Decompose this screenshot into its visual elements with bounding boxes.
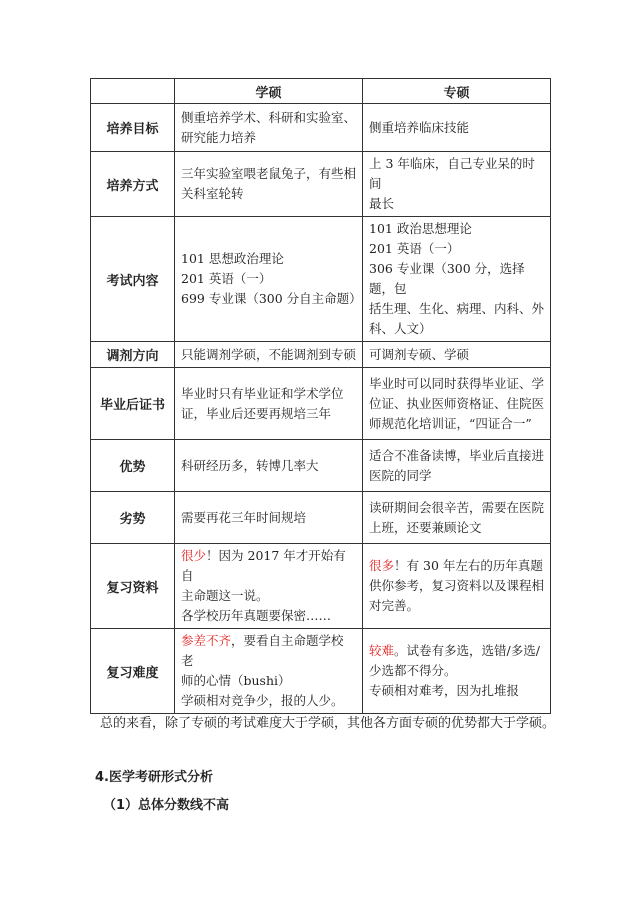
highlight-text: 很少 <box>181 548 207 563</box>
xueshuo-cell <box>175 152 363 217</box>
row-label: 毕业后证书 <box>91 368 175 440</box>
cell-line: 各学校历年真题要保密…… <box>181 608 332 623</box>
row-label: 复习资料 <box>91 544 175 629</box>
zhuanshuo-cell <box>363 104 551 152</box>
cell-line: 读研期间会很辛苦，需要在医院 <box>369 499 545 515</box>
cell-line: 毕业时可以同时获得毕业证、学 <box>369 375 545 391</box>
xueshuo-cell <box>175 544 363 629</box>
table-row <box>91 544 551 629</box>
table-row <box>91 104 551 152</box>
cell-line: 位证、执业医师资格证、住院医 <box>369 395 545 411</box>
cell-line: 括生理、生化、病理、内科、外 <box>369 301 545 316</box>
cell-line: 专硕相对难考，因为扎堆报 <box>369 683 520 698</box>
section-heading: 4.医学考研形式分析 <box>95 770 213 785</box>
line-text: 。试卷有多选，选错/多选/ <box>394 643 540 658</box>
row-label: 优势 <box>91 440 175 492</box>
cell-line: 适合不准备读博，毕业后直接进 <box>369 447 545 463</box>
cell-line <box>369 641 544 661</box>
highlight-text: 参差不齐 <box>181 633 232 648</box>
xueshuo-cell <box>175 217 363 342</box>
cell-line <box>181 546 356 586</box>
table-row <box>91 492 551 544</box>
cell-line: 上 3 年临床，自己专业呆的时间 <box>369 156 535 191</box>
row-label: 复习难度 <box>91 629 175 714</box>
cell-line: 306 专业课（300 分，选择题，包 <box>369 261 525 296</box>
cell-line: 需要再花三年时间规培 <box>181 509 307 525</box>
row-label: 劣势 <box>91 492 175 544</box>
cell-line: 师规范化培训证，“四证合一” <box>369 415 532 431</box>
xueshuo-cell <box>175 104 363 152</box>
zhuanshuo-cell <box>363 342 551 368</box>
header-zhuanshuo: 专硕 <box>363 79 551 104</box>
xueshuo-cell <box>175 492 363 544</box>
cell-line: 证，毕业后还要再规培三年 <box>181 405 332 421</box>
row-label: 考试内容 <box>91 217 175 342</box>
cell-line: 供你参考，复习资料以及课程相 <box>369 578 545 593</box>
cell-line: 研究能力培养 <box>181 129 257 145</box>
line-text: ！因为 2017 年才开始有自 <box>181 548 346 583</box>
cell-line: 对完善。 <box>369 598 420 613</box>
table-row <box>91 217 551 342</box>
cell-line: 医院的同学 <box>369 467 432 483</box>
cell-line: 学硕相对竞争少，报的人少。 <box>181 693 344 708</box>
cell-line: 201 英语（一） <box>369 241 460 256</box>
cell-line <box>181 631 356 671</box>
cell-line: 上班，还要兼顾论文 <box>369 519 482 535</box>
cell-line: 科、人文） <box>369 321 432 336</box>
highlight-text: 很多 <box>369 558 395 573</box>
cell-line: 少选都不得分。 <box>369 663 457 678</box>
zhuanshuo-cell <box>363 440 551 492</box>
section-subheading: （1）总体分数线不高 <box>103 798 230 813</box>
header-xueshuo: 学硕 <box>175 79 363 104</box>
cell-line: 主命题这一说。 <box>181 588 269 603</box>
cell-line: 侧重培养临床技能 <box>369 119 470 135</box>
table-row <box>91 342 551 368</box>
cell-line: 101 思想政治理论 <box>181 251 284 266</box>
cell-line: 只能调剂学硕，不能调剂到专硕 <box>181 346 357 362</box>
zhuanshuo-cell <box>363 492 551 544</box>
header-empty <box>91 79 175 104</box>
zhuanshuo-cell <box>363 544 551 629</box>
table-row <box>91 629 551 714</box>
cell-line <box>369 556 544 576</box>
line-text: ，要看自主命题学校老 <box>181 633 344 668</box>
zhuanshuo-cell <box>363 368 551 440</box>
cell-line: 师的心情（bushi） <box>181 673 291 688</box>
cell-line: 侧重培养学术、科研和实验室、 <box>181 109 357 125</box>
xueshuo-cell <box>175 368 363 440</box>
table-row <box>91 440 551 492</box>
cell-line: 可调剂专硕、学硕 <box>369 346 470 362</box>
zhuanshuo-cell <box>363 629 551 714</box>
cell-line: 201 英语（一） <box>181 271 272 286</box>
summary-text: 总的来看，除了专硕的考试难度大于学硕，其他各方面专硕的优势都大于学硕。 <box>100 716 556 731</box>
xueshuo-cell <box>175 440 363 492</box>
zhuanshuo-cell <box>363 217 551 342</box>
cell-line: 关科室轮转 <box>181 186 244 201</box>
xueshuo-cell <box>175 342 363 368</box>
zhuanshuo-cell <box>363 152 551 217</box>
cell-line: 699 专业课（300 分自主命题） <box>181 291 362 306</box>
cell-line: 最长 <box>369 196 395 211</box>
header-row <box>91 79 551 104</box>
xueshuo-cell <box>175 629 363 714</box>
comparison-table <box>90 78 551 714</box>
cell-line: 三年实验室喂老鼠兔子，有些相 <box>181 166 357 181</box>
row-label: 调剂方向 <box>91 342 175 368</box>
row-label: 培养目标 <box>91 104 175 152</box>
cell-line: 101 政治思想理论 <box>369 221 472 236</box>
line-text: ！有 30 年左右的历年真题 <box>394 558 543 573</box>
cell-line: 毕业时只有毕业证和学术学位 <box>181 385 344 401</box>
table-row <box>91 152 551 217</box>
row-label: 培养方式 <box>91 152 175 217</box>
highlight-text: 较难 <box>369 643 395 658</box>
table-row <box>91 368 551 440</box>
cell-line: 科研经历多，转博几率大 <box>181 457 319 473</box>
